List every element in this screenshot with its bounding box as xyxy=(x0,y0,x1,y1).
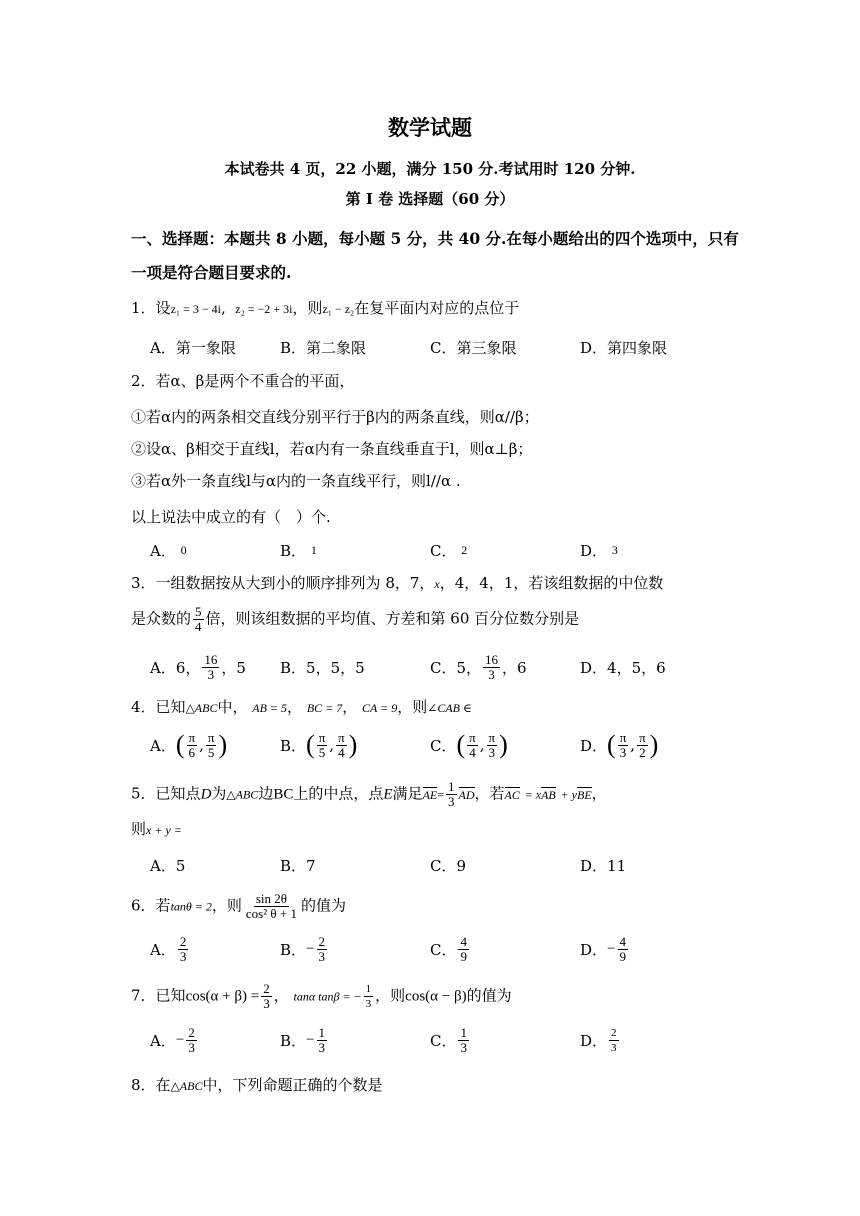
question-number: 1． xyxy=(131,299,156,317)
part-heading: 第 I 卷 选择题（60 分） xyxy=(345,190,515,208)
option-c[interactable]: C．第三象限 xyxy=(430,338,517,357)
option-c[interactable]: C． ( $\frac{\pi}{4}$ , $\frac{\pi}{3}$ ) xyxy=(430,729,508,760)
question-2-stem: 2．若α、β是两个不重合的平面， xyxy=(131,372,355,390)
statement-1: ①若α内的两条相交直线分别平行于β内的两条直线，则α//β； xyxy=(131,408,539,426)
question-6-stem: 6．若tanθ = 2，则 $\frac{\sin 2\theta}{\text{cos² θ + 1}}$ 的值为 xyxy=(131,891,346,921)
option-d[interactable]: D．第四象限 xyxy=(580,338,668,357)
option-b[interactable]: B．5，5，5 xyxy=(280,658,365,677)
option-d[interactable]: D． ( $\frac{\pi}{3}$ , $\frac{\pi}{2}$ ) xyxy=(580,729,659,760)
question-5-options xyxy=(150,848,730,882)
section-instructions: 一、选择题：本题共 8 小题，每小题 5 分，共 40 分.在每小题给出的四个选项中，只有一项是符合题目要求的. xyxy=(131,229,739,282)
option-a[interactable]: A． 0 xyxy=(150,541,187,560)
question-4-stem: 4．已知△ABC中， AB = 5， BC = 7， CA = 9，则∠CAB ∈ xyxy=(131,698,472,716)
option-d[interactable]: D． $\frac{2}{3}$ xyxy=(580,1026,617,1054)
option-d[interactable]: D． 3 xyxy=(580,541,618,560)
option-a[interactable]: A． − $\frac{2}{3}$ xyxy=(150,1024,195,1055)
option-b[interactable]: B． ( $\frac{\pi}{5}$ , $\frac{\pi}{4}$ ) xyxy=(280,729,358,760)
question-6-options xyxy=(150,932,730,966)
question-1-options xyxy=(150,330,730,364)
option-c[interactable]: C． $\frac{1}{3}$ xyxy=(430,1024,467,1055)
option-a[interactable]: A．5 xyxy=(150,856,186,875)
question-3-stem-2: 是众数的 $\frac{5}{4}$ 倍，则该组数据的平均值、方差和第 60 百分位数分别是 xyxy=(131,604,580,634)
question-5-stem: 5．已知点D为△ABC边BC上的中点，点E满足AE= $\frac{1}{3}$ AD，若AC = xAB + yBE， xyxy=(131,779,607,809)
option-a[interactable]: A． ( $\frac{\pi}{6}$ , $\frac{\pi}{5}$ ) xyxy=(150,729,228,760)
question-4-options xyxy=(150,728,730,762)
option-c[interactable]: C．5， $\frac{16}{3}$ ，6 xyxy=(430,651,527,682)
option-a[interactable]: A．第一象限 xyxy=(150,338,236,357)
fraction: $\frac{5}{4}$ xyxy=(195,604,202,634)
question-5-stem-2: 则x + y = xyxy=(131,820,182,838)
question-1-stem: 1．设z₁ = 3 − 4i, z₂ = −2 + 3i，则z₁ − z₂在复平面内对应的点位于 xyxy=(131,299,520,317)
option-b[interactable]: B．7 xyxy=(280,856,316,875)
option-b[interactable]: B． − $\frac{2}{3}$ xyxy=(280,933,325,964)
question-7-stem: 7．已知cos(α + β) = $\frac{2}{3}$ ， tanα tanβ = − $\frac{1}{3}$ ，则cos(α − β)的值为 xyxy=(131,981,512,1011)
option-d[interactable]: D． − $\frac{4}{9}$ xyxy=(580,933,626,964)
page-title: 数学试题 xyxy=(388,115,472,140)
question-2-ask: 以上说法中成立的有（ ）个. xyxy=(131,508,331,526)
question-2-options xyxy=(150,533,730,567)
option-d[interactable]: D．11 xyxy=(580,856,627,875)
option-b[interactable]: B．第二象限 xyxy=(280,338,367,357)
option-c[interactable]: C．9 xyxy=(430,856,467,875)
exam-info: 本试卷共 4 页，22 小题，满分 150 分.考试用时 120 分钟. xyxy=(224,160,636,178)
option-d[interactable]: D．4，5，6 xyxy=(580,658,666,677)
question-3-options xyxy=(150,650,730,684)
question-8-stem: 8．在△ABC中，下列命题正确的个数是 xyxy=(131,1076,383,1094)
option-c[interactable]: C． $\frac{4}{9}$ xyxy=(430,933,467,964)
question-7-options xyxy=(150,1023,730,1057)
option-a[interactable]: A． $\frac{2}{3}$ xyxy=(150,933,187,964)
option-c[interactable]: C． 2 xyxy=(430,541,468,560)
option-b[interactable]: B． 1 xyxy=(280,541,317,560)
option-b[interactable]: B． − $\frac{1}{3}$ xyxy=(280,1024,325,1055)
statement-3: ③若α外一条直线l与α内的一条直线平行，则l//α . xyxy=(131,472,461,490)
option-a[interactable]: A．6， $\frac{16}{3}$ ，5 xyxy=(150,651,246,682)
question-3-stem: 3．一组数据按从大到小的顺序排列为 8，7，x，4，4，1，若该组数据的中位数 xyxy=(131,574,664,592)
statement-2: ②设α、β相交于直线l，若α内有一条直线垂直于l，则α⊥β； xyxy=(131,440,533,458)
